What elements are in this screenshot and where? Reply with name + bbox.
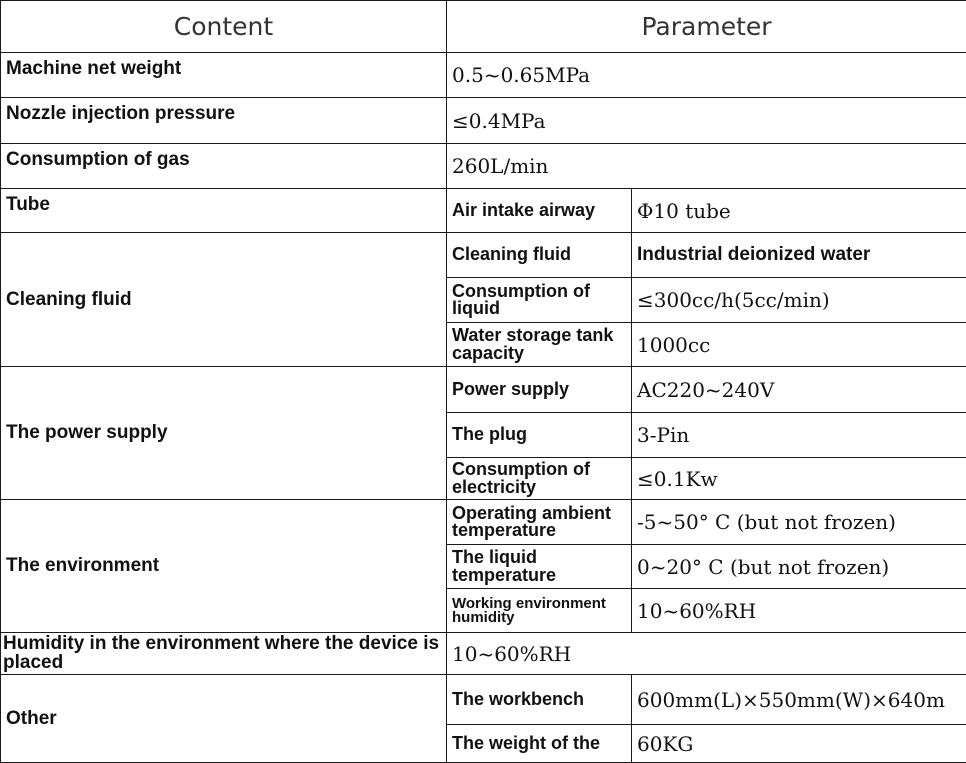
row-sublabel: Water storage tank capacity <box>447 323 632 367</box>
row-value: Industrial deionized water <box>632 233 966 278</box>
header-parameter: Parameter <box>447 1 966 53</box>
table-row <box>1 633 966 675</box>
row-value: ≤0.4MPa <box>447 98 966 144</box>
row-sublabel: Consumption of liquid <box>447 278 632 323</box>
row-sublabel: Power supply <box>447 367 632 413</box>
row-value: 260L/min <box>447 144 966 189</box>
row-label: Tube <box>1 189 447 233</box>
group-label-environment: The environment <box>1 500 447 633</box>
group-label-power: The power supply <box>1 367 447 500</box>
row-value: ≤300cc/h(5cc/min) <box>632 278 966 323</box>
row-sublabel: Consumption of electricity <box>447 458 632 500</box>
row-value: 0~20° C (but not frozen) <box>632 545 966 589</box>
header-row <box>1 1 966 53</box>
table-row <box>1 233 966 278</box>
row-sublabel: Operating ambient temperature <box>447 500 632 545</box>
row-sublabel: The plug <box>447 413 632 458</box>
group-label-cleaning: Cleaning fluid <box>1 233 447 367</box>
row-value: 600mm(L)×550mm(W)×640m <box>632 675 966 725</box>
row-sublabel: The workbench <box>447 675 632 725</box>
group-label-other: Other <box>1 675 447 763</box>
row-sublabel: The liquid temperature <box>447 545 632 589</box>
table-row <box>1 675 966 725</box>
table-row <box>1 500 966 545</box>
row-value: AC220~240V <box>632 367 966 413</box>
row-sublabel: Air intake airway <box>447 189 632 233</box>
table-row <box>1 53 966 98</box>
row-value: -5~50° C (but not frozen) <box>632 500 966 545</box>
row-sublabel: The weight of the <box>447 725 632 763</box>
row-value: ≤0.1Kw <box>632 458 966 500</box>
row-value: 10~60%RH <box>447 633 966 675</box>
table-row <box>1 367 966 413</box>
row-sublabel: Cleaning fluid <box>447 233 632 278</box>
table-row <box>1 144 966 189</box>
table-row <box>1 189 966 233</box>
row-sublabel: Working environment humidity <box>447 589 632 633</box>
row-value: 3-Pin <box>632 413 966 458</box>
row-label: Machine net weight <box>1 53 447 98</box>
row-value: 0.5~0.65MPa <box>447 53 966 98</box>
row-label: Humidity in the environment where the device is placed <box>1 633 447 675</box>
row-value: 60KG <box>632 725 966 763</box>
row-label: Nozzle injection pressure <box>1 98 447 144</box>
row-label: Consumption of gas <box>1 144 447 189</box>
header-content: Content <box>1 1 447 53</box>
row-value: 10~60%RH <box>632 589 966 633</box>
table-row <box>1 98 966 144</box>
row-value: 1000cc <box>632 323 966 367</box>
row-value: Φ10 tube <box>632 189 966 233</box>
